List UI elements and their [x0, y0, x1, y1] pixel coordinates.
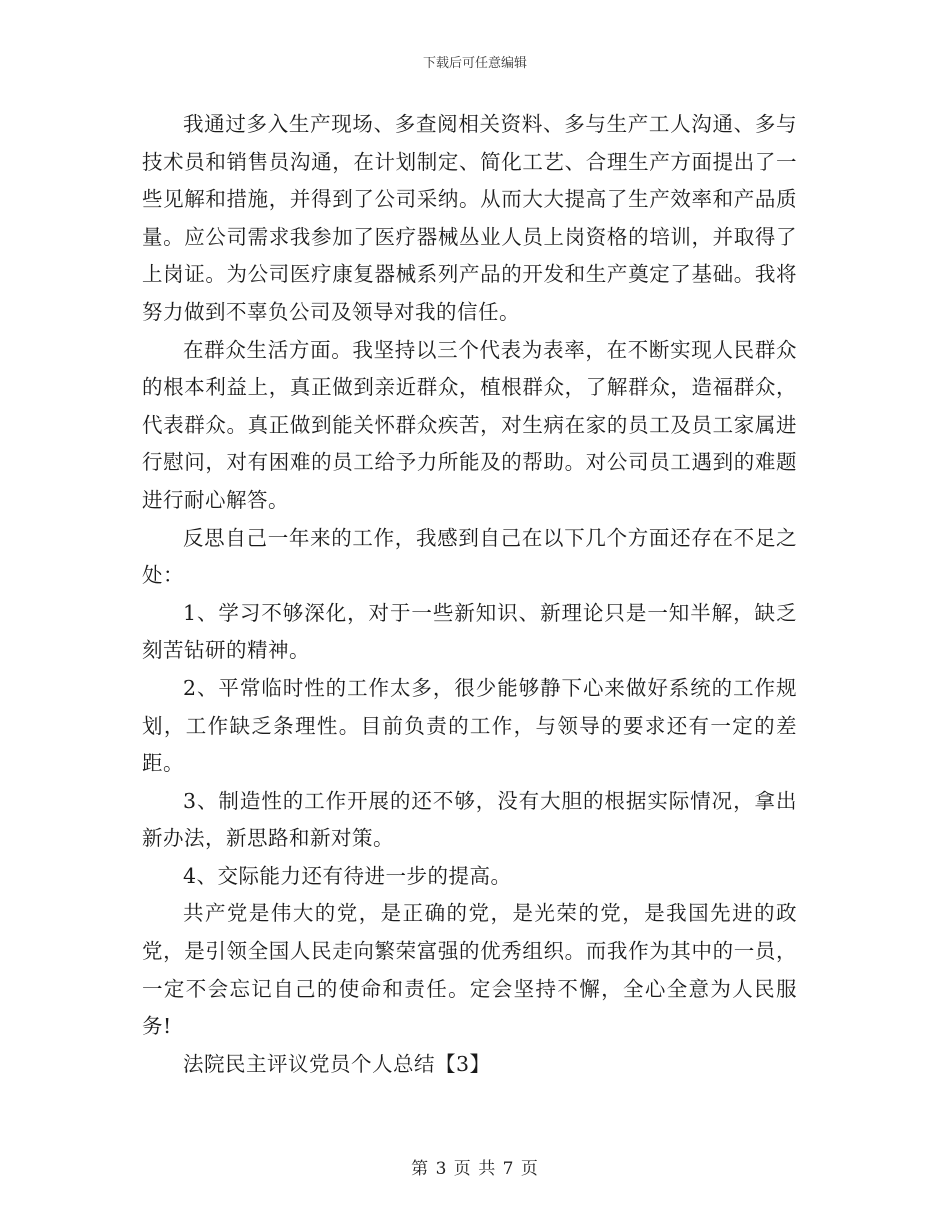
list-item-shortcoming-1: 1、学习不够深化，对于一些新知识、新理论只是一知半解，缺乏刻苦钻研的精神。 [142, 600, 797, 663]
document-body [142, 106, 797, 1083]
page-header: 下载后可任意编辑 [422, 56, 527, 71]
list-item-shortcoming-4: 4、交际能力还有待进一步的提高。 [183, 863, 512, 888]
paragraph-party-commitment: 共产党是伟大的党，是正确的党，是光荣的党，是我国先进的政党，是引领全国人民走向繁荣富强的优秀组织。而我作为其中的一员，一定不会忘记自己的使命和责任。定会坚持不懈，全心全意为人民服务! [142, 901, 797, 1039]
list-item-shortcoming-2: 2、平常临时性的工作太多，很少能够静下心来做好系统的工作规划，工作缺乏条理性。目前负责的工作，与领导的要求还有一定的差距。 [142, 675, 797, 776]
page-footer: 第 3 页 共 7 页 [411, 1159, 539, 1179]
paragraph-reflection-intro: 反思自己一年来的工作，我感到自己在以下几个方面还存在不足之处： [142, 525, 797, 588]
paragraph-work-improvements: 我通过多入生产现场、多查阅相关资料、多与生产工人沟通、多与技术员和销售员沟通，在计划制定、简化工艺、合理生产方面提出了一些见解和措施，并得到了公司采纳。从而大大提高了生产效率和产品质量。应公司需求我参加了医疗器械丛业人员上岗资格的培训，并取得了上岗证。为公司医疗康复器械系列产品的开发和生产奠定了基础。我将努力做到不辜负公司及领导对我的信任。 [142, 112, 797, 324]
section-heading: 法院民主评议党员个人总结【3】 [183, 1051, 491, 1076]
list-item-shortcoming-3: 3、制造性的工作开展的还不够，没有大胆的根据实际情况，拿出新办法，新思路和新对策。 [142, 788, 797, 851]
paragraph-mass-life: 在群众生活方面。我坚持以三个代表为表率，在不断实现人民群众的根本利益上，真正做到亲近群众，植根群众，了解群众，造福群众，代表群众。真正做到能关怀群众疾苦，对生病在家的员工及员工家属进行慰问，对有困难的员工给予力所能及的帮助。对公司员工遇到的难题进行耐心解答。 [142, 337, 797, 512]
